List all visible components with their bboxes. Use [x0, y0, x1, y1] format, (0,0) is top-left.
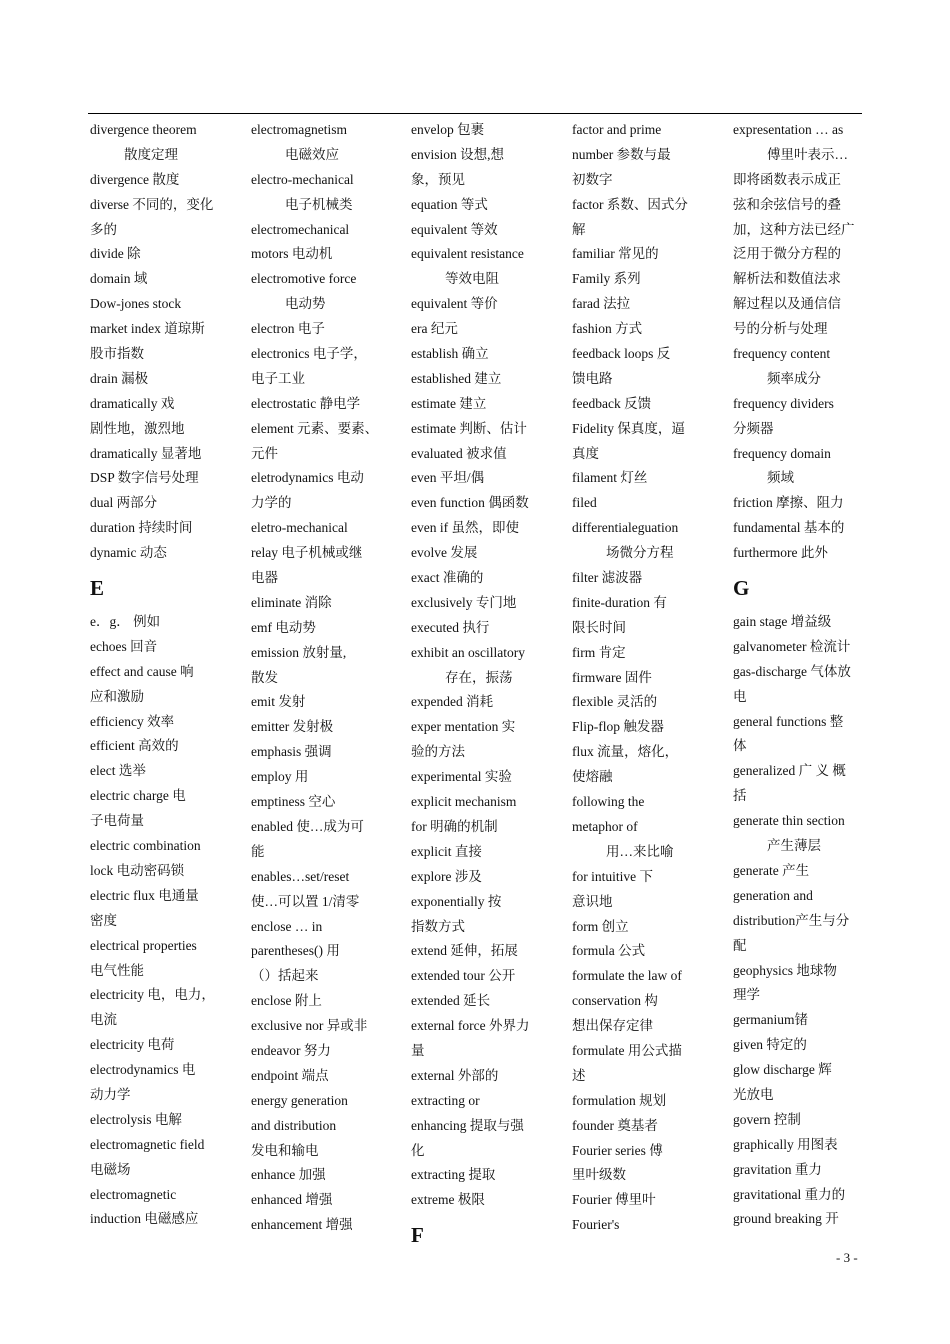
glossary-line: effect and cause 响: [90, 663, 194, 679]
glossary-line: extended 延长: [411, 993, 491, 1009]
glossary-line: 多的: [90, 221, 117, 237]
glossary-line: 里叶级数: [572, 1167, 626, 1183]
glossary-line: glow discharge 辉: [733, 1062, 832, 1078]
glossary-line: 验的方法: [411, 744, 465, 760]
glossary-line: eliminate 消除: [251, 594, 332, 610]
glossary-line: 解析法和数值法求: [733, 271, 841, 287]
glossary-line: envelop 包裹: [411, 122, 485, 137]
glossary-line: drain 漏极: [90, 370, 149, 386]
glossary-line: factor and prime: [572, 122, 662, 137]
glossary-line: generalized 广 义 概: [733, 763, 846, 779]
glossary-line: electric combination: [90, 838, 201, 854]
glossary-line: lock 电动密码锁: [90, 862, 185, 878]
glossary-line: duration 持续时间: [90, 520, 193, 536]
glossary-line: emptiness 空心: [251, 794, 336, 810]
glossary-line: parentheses() 用: [251, 943, 340, 959]
glossary-line: 频率成分: [767, 370, 821, 386]
glossary-line: 电子工业: [251, 370, 305, 386]
glossary-line: equivalent resistance: [411, 246, 524, 262]
glossary-line: frequency content: [733, 346, 831, 362]
glossary-line: echoes 回音: [90, 638, 158, 654]
glossary-line: 发电和输电: [251, 1142, 319, 1158]
glossary-line: e．g． 例如: [90, 614, 161, 630]
glossary-line: filament 灯丝: [572, 470, 648, 486]
glossary-line: emphasis 强调: [251, 744, 332, 760]
glossary-line: Flip-flop 触发器: [572, 719, 664, 735]
glossary-line: generation and: [733, 887, 813, 903]
glossary-line: emf 电动势: [251, 619, 316, 635]
glossary-line: enhance 加强: [251, 1167, 326, 1183]
glossary-line: govern 控制: [733, 1111, 801, 1127]
glossary-line: feedback loops 反: [572, 346, 671, 362]
glossary-column-3: [411, 118, 561, 1257]
glossary-line: 使熔融: [572, 769, 613, 785]
glossary-line: electro-mechanical: [251, 171, 354, 187]
glossary-line: founder 奠基者: [572, 1117, 658, 1133]
glossary-line: electricity 电荷: [90, 1037, 175, 1053]
glossary-line: evolve 发展: [411, 545, 478, 561]
glossary-line: conservation 构: [572, 993, 658, 1009]
glossary-line: 场微分方程: [606, 545, 674, 561]
glossary-line: expended 消耗: [411, 694, 494, 710]
glossary-line: metaphor of: [572, 818, 638, 834]
glossary-line: electricity 电，电力，: [90, 987, 215, 1003]
glossary-line: induction 电磁感应: [90, 1211, 199, 1227]
glossary-line: 电气性能: [90, 962, 144, 978]
glossary-line: dynamic 动态: [90, 545, 167, 561]
glossary-line: electronics 电子学，: [251, 346, 367, 362]
glossary-line: electrolysis 电解: [90, 1111, 182, 1127]
glossary-line: electrodynamics 电: [90, 1062, 196, 1078]
glossary-line: enabled 使…成为可: [251, 818, 364, 834]
glossary-line: established 建立: [411, 370, 502, 386]
glossary-line: 泛用于微分方程的: [733, 246, 841, 262]
glossary-line: given 特定的: [733, 1037, 807, 1053]
glossary-line: DSP 数字信号处理: [90, 470, 199, 486]
glossary-line: 等效电阻: [445, 271, 499, 287]
glossary-line: 述: [572, 1067, 586, 1083]
section-letter-heading: G: [733, 576, 750, 601]
glossary-line: 使…可以置 1/清零: [251, 893, 360, 909]
glossary-line: 散度定理: [124, 146, 178, 162]
glossary-line: fashion 方式: [572, 321, 643, 337]
glossary-line: 号的分析与处理: [733, 321, 828, 337]
glossary-line: farad 法拉: [572, 296, 631, 312]
glossary-line: general functions 整: [733, 713, 844, 729]
glossary-line: exhibit an oscillatory: [411, 644, 525, 660]
glossary-line: Fourier 傅里叶: [572, 1192, 656, 1208]
glossary-line: extreme 极限: [411, 1192, 485, 1208]
glossary-line: electrostatic 静电学: [251, 395, 361, 411]
glossary-line: flux 流量，熔化，: [572, 744, 679, 760]
glossary-line: extended tour 公开: [411, 968, 516, 984]
glossary-line: for intuitive 下: [572, 868, 653, 884]
glossary-line: external 外部的: [411, 1067, 499, 1083]
glossary-line: generate 产生: [733, 862, 810, 878]
glossary-line: exclusively 专门地: [411, 594, 517, 610]
glossary-line: employ 用: [251, 769, 309, 785]
glossary-line: ground breaking 开: [733, 1211, 839, 1227]
glossary-line: even if 虽然，即使: [411, 520, 519, 536]
glossary-line: efficient 高效的: [90, 738, 179, 754]
glossary-line: Fidelity 保真度，逼: [572, 420, 685, 436]
glossary-line: for 明确的机制: [411, 818, 498, 834]
glossary-line: envision 设想,想: [411, 146, 504, 162]
glossary-line: familiar 常见的: [572, 246, 659, 262]
glossary-line: 电器: [251, 570, 278, 586]
glossary-line: enhanced 增强: [251, 1192, 333, 1208]
glossary-line: factor 系数、因式分: [572, 196, 688, 212]
glossary-line: 电磁场: [90, 1161, 131, 1177]
glossary-line: 股市指数: [90, 346, 144, 362]
glossary-line: 括: [733, 788, 747, 804]
glossary-line: diverse 不同的，变化: [90, 196, 214, 212]
glossary-line: 体: [733, 738, 747, 754]
glossary-line: electrical properties: [90, 937, 197, 953]
glossary-line: 子电荷量: [90, 813, 144, 829]
glossary-line: 意识地: [572, 893, 613, 909]
glossary-column-5: [733, 118, 883, 1232]
glossary-line: equivalent 等效: [411, 221, 498, 237]
glossary-line: 分频器: [733, 420, 774, 436]
glossary-line: 弦和余弦信号的叠: [733, 196, 841, 212]
glossary-line: 初数字: [572, 171, 613, 187]
glossary-line: differentialeguation: [572, 520, 679, 536]
glossary-line: Family 系列: [572, 271, 641, 287]
glossary-line: form 创立: [572, 918, 629, 934]
glossary-line: 配: [733, 937, 747, 953]
glossary-line: firmware 固件: [572, 669, 652, 685]
glossary-line: gravitation 重力: [733, 1161, 822, 1177]
glossary-line: enclose 附上: [251, 993, 322, 1009]
glossary-line: endeavor 努力: [251, 1042, 331, 1058]
glossary-line: electromagnetic field: [90, 1136, 205, 1152]
glossary-line: electric charge 电: [90, 788, 186, 804]
glossary-line: emitter 发射极: [251, 719, 334, 735]
glossary-line: electron 电子: [251, 321, 325, 337]
glossary-line: 馈电路: [572, 370, 613, 386]
section-letter-heading: F: [411, 1223, 424, 1248]
header-rule: [88, 113, 862, 114]
glossary-line: era 纪元: [411, 321, 458, 337]
section-letter-heading: E: [90, 576, 105, 601]
glossary-line: electromechanical: [251, 221, 350, 237]
glossary-line: gravitational 重力的: [733, 1186, 846, 1202]
glossary-line: efficiency 效率: [90, 713, 175, 729]
glossary-line: exact 准确的: [411, 570, 484, 586]
glossary-line: 能: [251, 843, 265, 859]
glossary-line: 应和激励: [90, 688, 144, 704]
glossary-line: motors 电动机: [251, 246, 333, 262]
glossary-line: endpoint 端点: [251, 1067, 329, 1083]
glossary-line: 傅里叶表示…: [767, 146, 848, 162]
glossary-line: 频域: [767, 470, 794, 486]
glossary-line: 电: [733, 688, 747, 704]
glossary-line: divergence theorem: [90, 122, 197, 137]
glossary-line: element 元素、要素、: [251, 420, 379, 436]
glossary-line: market index 道琼斯: [90, 321, 205, 337]
glossary-line: furthermore 此外: [733, 545, 828, 561]
glossary-line: domain 域: [90, 271, 148, 287]
glossary-line: 化: [411, 1142, 425, 1158]
glossary-line: establish 确立: [411, 346, 489, 362]
glossary-line: estimate 判断、估计: [411, 420, 527, 436]
glossary-line: energy generation: [251, 1092, 348, 1108]
glossary-line: 散发: [251, 669, 278, 685]
glossary-line: number 参数与最: [572, 146, 671, 162]
glossary-line: extracting or: [411, 1092, 480, 1108]
glossary-line: 光放电: [733, 1086, 774, 1102]
glossary-line: even function 偶函数: [411, 495, 529, 511]
page-number: - 3 -: [836, 1250, 858, 1265]
glossary-line: 指数方式: [411, 918, 465, 934]
glossary-line: explicit 直接: [411, 843, 482, 859]
glossary-line: 解过程以及通信信: [733, 296, 841, 312]
glossary-line: （）括起来: [251, 968, 319, 984]
glossary-line: 即将函数表示成正: [733, 171, 841, 187]
glossary-line: gas-discharge 气体放: [733, 663, 851, 679]
glossary-line: experimental 实验: [411, 769, 512, 785]
glossary-line: 密度: [90, 912, 117, 928]
glossary-line: feedback 反馈: [572, 395, 652, 411]
glossary-line: 想出保存定律: [572, 1018, 653, 1034]
glossary-line: 理学: [733, 987, 760, 1003]
glossary-line: 力学的: [251, 495, 292, 511]
glossary-line: elect 选举: [90, 763, 146, 779]
glossary-line: and distribution: [251, 1117, 337, 1133]
glossary-line: even 平坦/偶: [411, 470, 485, 486]
glossary-line: divide 除: [90, 246, 141, 262]
glossary-line: distribution产生与分: [733, 912, 850, 928]
glossary-line: gain stage 增益级: [733, 614, 832, 630]
glossary-line: equivalent 等价: [411, 296, 498, 312]
glossary-line: 电子机械类: [285, 196, 353, 212]
glossary-line: expresentation … as: [733, 122, 844, 137]
glossary-line: executed 执行: [411, 619, 490, 635]
glossary-line: extend 延伸，拓展: [411, 943, 518, 959]
glossary-line: Dow-jones stock: [90, 296, 182, 312]
glossary-line: 电磁效应: [285, 146, 339, 162]
glossary-line: 用…来比喻: [606, 843, 674, 859]
glossary-line: formulate 用公式描: [572, 1042, 682, 1058]
glossary-line: 解: [572, 221, 586, 237]
glossary-line: filter 滤波器: [572, 570, 643, 586]
glossary-line: 电动势: [285, 296, 326, 312]
glossary-line: eletrodynamics 电动: [251, 470, 364, 486]
glossary-column-2: [251, 118, 401, 1238]
glossary-line: 存在，振荡: [445, 669, 513, 685]
glossary-line: firm 肯定: [572, 644, 626, 660]
glossary-line: formula 公式: [572, 943, 646, 959]
glossary-line: frequency domain: [733, 445, 831, 461]
glossary-line: explore 涉及: [411, 868, 482, 884]
glossary-line: explicit mechanism: [411, 794, 517, 810]
glossary-line: galvanometer 检流计: [733, 638, 851, 654]
glossary-line: fundamental 基本的: [733, 520, 845, 536]
glossary-line: 量: [411, 1042, 425, 1058]
glossary-line: electromagnetic: [90, 1186, 177, 1202]
glossary-line: formulation 规划: [572, 1092, 667, 1108]
glossary-line: generate thin section: [733, 813, 845, 829]
glossary-line: 元件: [251, 445, 278, 461]
glossary-line: enhancement 增强: [251, 1217, 353, 1233]
glossary-line: exclusive nor 异或非: [251, 1018, 368, 1034]
glossary-line: divergence 散度: [90, 171, 180, 187]
glossary-line: estimate 建立: [411, 395, 487, 411]
glossary-line: electric flux 电通量: [90, 887, 199, 903]
glossary-line: friction 摩擦、阻力: [733, 495, 844, 511]
glossary-line: germanium锗: [733, 1012, 808, 1028]
glossary-line: 产生薄层: [767, 838, 821, 854]
glossary-line: enables…set/reset: [251, 868, 350, 884]
glossary-line: filed: [572, 495, 597, 511]
glossary-line: finite-duration 有: [572, 594, 667, 610]
glossary-line: flexible 灵活的: [572, 694, 658, 710]
glossary-line: 动力学: [90, 1086, 131, 1102]
glossary-line: enclose … in: [251, 918, 323, 934]
glossary-line: 象，预见: [411, 171, 465, 187]
glossary-line: external force 外界力: [411, 1018, 530, 1034]
glossary-line: 加，这种方法已经广: [733, 221, 855, 237]
glossary-line: exponentially 按: [411, 893, 502, 909]
glossary-line: equation 等式: [411, 196, 488, 212]
glossary-line: enhancing 提取与强: [411, 1117, 524, 1133]
glossary-line: emission 放射量,: [251, 644, 347, 660]
glossary-line: exper mentation 实: [411, 719, 516, 735]
glossary-line: following the: [572, 794, 645, 810]
glossary-column-4: [572, 118, 722, 1238]
glossary-line: formulate the law of: [572, 968, 682, 984]
glossary-line: graphically 用图表: [733, 1136, 838, 1152]
glossary-line: 电流: [90, 1012, 117, 1028]
glossary-line: eletro-mechanical: [251, 520, 348, 536]
glossary-line: 限长时间: [572, 619, 626, 635]
glossary-line: dramatically 显著地: [90, 445, 202, 461]
glossary-line: dual 两部分: [90, 495, 158, 511]
glossary-line: emit 发射: [251, 694, 306, 710]
glossary-line: electromotive force: [251, 271, 357, 287]
glossary-line: 真度: [572, 445, 599, 461]
glossary-line: Fourier's: [572, 1217, 620, 1233]
glossary-line: relay 电子机械或继: [251, 545, 363, 561]
glossary-line: geophysics 地球物: [733, 962, 837, 978]
glossary-line: extracting 提取: [411, 1167, 496, 1183]
glossary-column-1: [90, 118, 240, 1232]
glossary-line: 剧性地，激烈地: [90, 420, 185, 436]
glossary-line: dramatically 戏: [90, 395, 175, 411]
glossary-line: Fourier series 傅: [572, 1142, 663, 1158]
glossary-line: frequency dividers: [733, 395, 834, 411]
glossary-line: evaluated 被求值: [411, 445, 507, 461]
glossary-line: electromagnetism: [251, 122, 347, 137]
